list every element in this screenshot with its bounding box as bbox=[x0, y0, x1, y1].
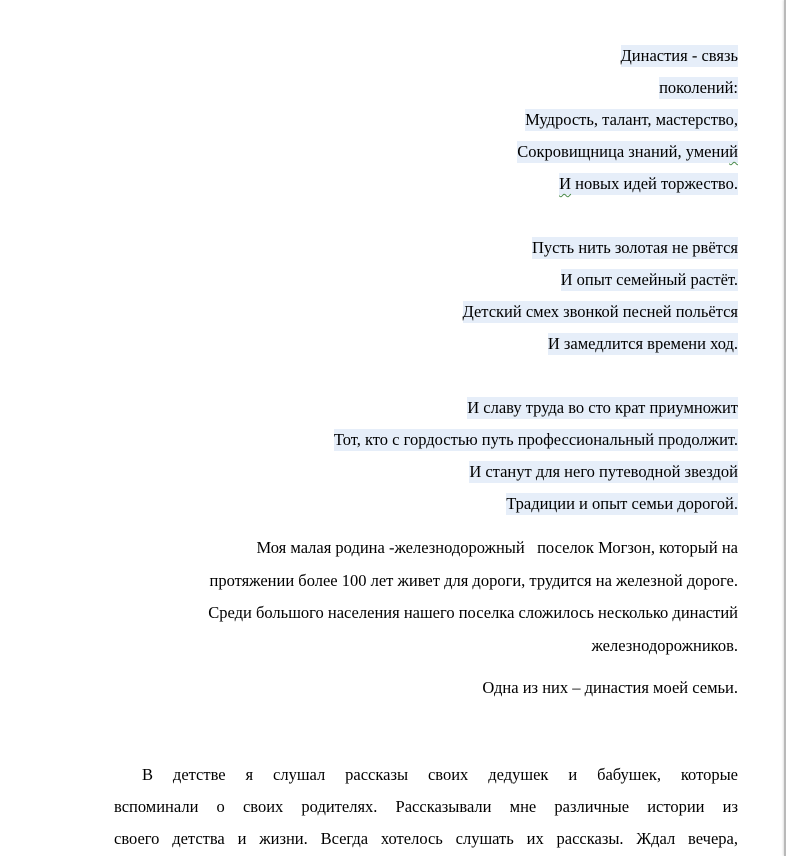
body-line: В детстве я слушал рассказы своих дедушек и бабушек, которые bbox=[142, 765, 738, 784]
poem-line: И опыт семейный растёт. bbox=[560, 270, 738, 289]
spellcheck-mark: й bbox=[729, 142, 738, 161]
body-line: своего детства и жизни. Всегда хотелось слушать их рассказы. Ждал вечера, bbox=[114, 829, 738, 848]
poem-line: Мудрость, талант, мастерство, bbox=[525, 110, 738, 129]
intro-line: Среди большого населения нашего поселка сложилось несколько династий bbox=[208, 603, 738, 622]
poem-line: И замедлится времени ход. bbox=[547, 334, 738, 353]
spellcheck-mark: И bbox=[559, 174, 572, 193]
poem-line: Тот, кто с гордостью путь профессиональный продолжит. bbox=[333, 430, 738, 449]
poem-line: И новых идей торжество. bbox=[559, 174, 738, 193]
body-paragraph bbox=[114, 759, 738, 855]
poem-line: И славу труда во сто крат приумножит bbox=[467, 398, 738, 417]
intro-line: протяжении более 100 лет живет для дороги, трудится на железной дороге. bbox=[209, 570, 738, 590]
stanza-gap bbox=[138, 360, 738, 392]
stanza-gap bbox=[138, 200, 738, 232]
poem-line: И станут для него путеводной звездой bbox=[469, 462, 738, 481]
poem bbox=[138, 40, 738, 520]
intro-line: Моя малая родина -железнодорожный поселок Могзон, который на bbox=[256, 538, 738, 557]
poem-line: Пусть нить золотая не рвётся bbox=[531, 238, 738, 257]
page-edge-shadow bbox=[784, 0, 796, 856]
poem-line: Сокровищница знаний, умений bbox=[517, 142, 738, 161]
poem-line: Традиции и опыт семьи дорогой. bbox=[506, 494, 738, 513]
poem-line: Детский смех звонкой песней польётся bbox=[462, 302, 738, 321]
body-line: вспоминали о своих родителях. Рассказывали мне различные истории из bbox=[114, 797, 738, 816]
intro-line: железнодорожников. bbox=[591, 635, 738, 655]
intro-paragraph-2: Одна из них – династия моей семьи. bbox=[482, 678, 738, 697]
intro-paragraph bbox=[118, 532, 738, 662]
poem-line: поколений: bbox=[659, 78, 738, 97]
poem-line: Династия - связь bbox=[620, 46, 738, 65]
